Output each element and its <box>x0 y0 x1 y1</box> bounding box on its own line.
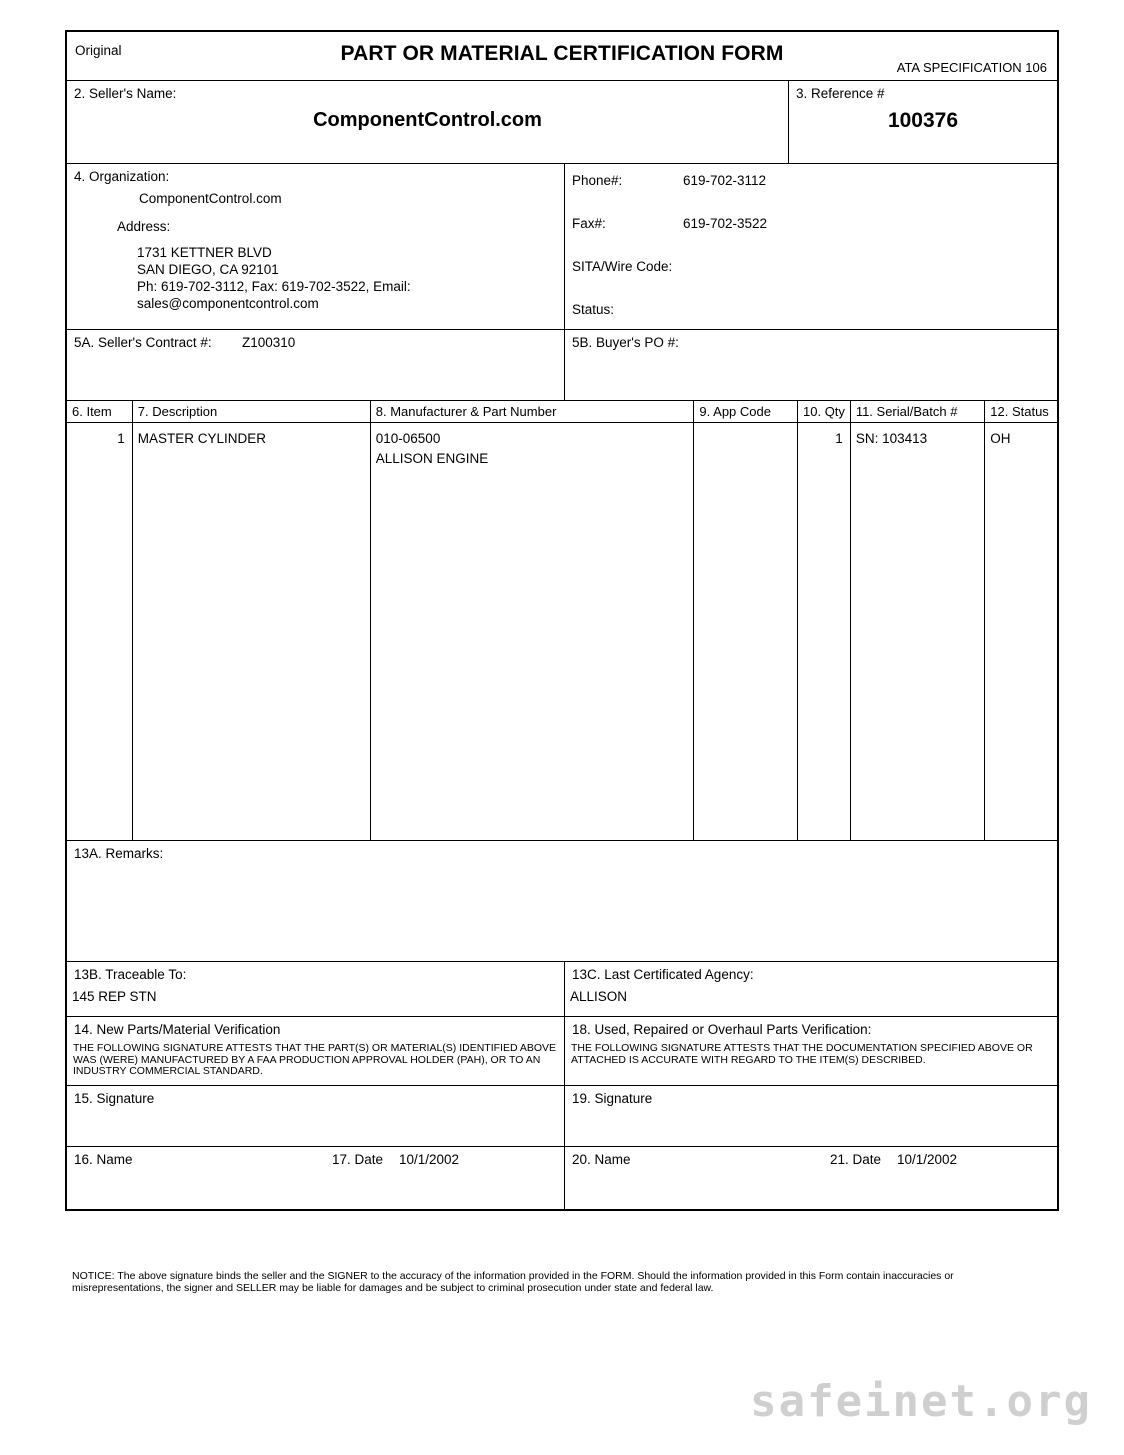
signature-right-label: 19. Signature <box>571 1091 653 1106</box>
traceable-to-value: 145 REP STN <box>72 989 157 1004</box>
address-line-3: Ph: 619-702-3112, Fax: 619-702-3522, Email: <box>137 279 411 294</box>
column-header-manufacturer-part-number: 8. Manufacturer & Part Number <box>371 401 695 422</box>
organization-field <box>67 164 565 329</box>
cell-part-number-line-2: ALLISON ENGINE <box>375 451 489 466</box>
used-parts-verification-label: 18. Used, Repaired or Overhaul Parts Verification: <box>571 1022 872 1037</box>
organization-contact-row <box>67 164 1057 330</box>
cell-status: OH <box>990 431 1011 446</box>
contract-po-row <box>67 330 1057 401</box>
fax-label: Fax#: <box>571 216 606 231</box>
legal-notice-line-2: misrepresentations, the signer and SELLER may be liable for damages and be subject to criminal prosecution under state and federal law. <box>72 1282 714 1294</box>
seller-name-field <box>67 81 789 163</box>
page-title: PART OR MATERIAL CERTIFICATION FORM <box>340 42 784 65</box>
reference-value: 100376 <box>887 109 959 132</box>
sellers-contract-value: Z100310 <box>242 335 296 350</box>
legal-notice <box>72 1270 1022 1294</box>
phone-value: 619-702-3112 <box>682 173 767 188</box>
date-left-label: 17. Date <box>332 1152 384 1167</box>
seller-reference-row <box>67 81 1057 164</box>
remarks-label: 13A. Remarks: <box>74 846 164 861</box>
remarks-field <box>67 841 1057 962</box>
traceable-agency-row <box>67 962 1057 1017</box>
name-left-field[interactable] <box>67 1147 565 1209</box>
used-parts-verification-field <box>565 1017 1057 1085</box>
phone-label: Phone#: <box>571 173 623 188</box>
sita-wire-code-label: SITA/Wire Code: <box>571 259 673 274</box>
name-right-field[interactable] <box>565 1147 1057 1209</box>
new-parts-verification-label: 14. New Parts/Material Verification <box>74 1022 281 1037</box>
traceable-to-label: 13B. Traceable To: <box>74 967 187 982</box>
reference-label: 3. Reference # <box>796 86 885 101</box>
cell-part-number-line-1: 010-06500 <box>375 431 441 446</box>
signature-left-field[interactable] <box>67 1086 565 1146</box>
column-header-serial-batch: 11. Serial/Batch # <box>851 401 985 422</box>
column-header-qty: 10. Qty <box>798 401 851 422</box>
watermark: safeinet.org <box>750 1376 1092 1427</box>
name-date-row <box>67 1147 1057 1209</box>
reference-field <box>789 81 1057 163</box>
date-right-value: 10/1/2002 <box>896 1152 958 1167</box>
new-parts-verification-text: THE FOLLOWING SIGNATURE ATTESTS THAT THE PART(S) OR MATERIAL(S) IDENTIFIED ABOVE WAS (WERE) MANUFACTURED BY A FAA PRODUCTION APPROVAL HOLDER (PAH), OR TO AN INDUSTRY COMMERCIAL STANDARD. <box>73 1042 557 1077</box>
address-value <box>137 244 411 312</box>
address-line-1: 1731 KETTNER BLVD <box>137 245 272 260</box>
cell-qty: 1 <box>798 423 851 840</box>
used-parts-verification-text: THE FOLLOWING SIGNATURE ATTESTS THAT THE DOCUMENTATION SPECIFIED ABOVE OR ATTACHED IS ACCURATE WITH REGARD TO THE ITEM(S) DESCRIBED. <box>570 1042 1033 1066</box>
traceable-to-field <box>67 962 565 1016</box>
buyers-po-field <box>565 330 1057 400</box>
signature-row <box>67 1086 1057 1147</box>
column-header-description: 7. Description <box>133 401 371 422</box>
organization-label: 4. Organization: <box>74 169 170 184</box>
verification-row <box>67 1017 1057 1086</box>
status-label: Status: <box>571 302 615 317</box>
buyers-po-label: 5B. Buyer's PO #: <box>571 335 679 350</box>
column-header-status: 12. Status <box>990 404 1049 419</box>
seller-name-label: 2. Seller's Name: <box>74 86 177 101</box>
date-left-value: 10/1/2002 <box>399 1152 460 1167</box>
column-header-item: 6. Item <box>67 401 133 422</box>
last-certificated-agency-value: ALLISON <box>569 989 628 1004</box>
organization-name-value: ComponentControl.com <box>139 191 282 206</box>
fax-value: 619-702-3522 <box>682 216 768 231</box>
legal-notice-line-1: NOTICE: The above signature binds the seller and the SIGNER to the accuracy of the information provided in the FORM. Should the information provided in this Form contain inaccuracies or <box>72 1270 954 1282</box>
name-right-label: 20. Name <box>571 1152 631 1167</box>
seller-name-value: ComponentControl.com <box>313 109 542 131</box>
signature-right-field[interactable] <box>565 1086 1057 1146</box>
ata-specification-label: ATA SPECIFICATION 106 <box>896 60 1047 75</box>
sellers-contract-label: 5A. Seller's Contract #: <box>74 335 212 350</box>
address-line-2: SAN DIEGO, CA 92101 <box>137 262 279 277</box>
last-certificated-agency-label: 13C. Last Certificated Agency: <box>571 967 754 982</box>
cell-serial-batch: SN: 103413 <box>851 423 985 840</box>
column-header-app-code: 9. App Code <box>694 401 798 422</box>
sellers-contract-field <box>67 330 565 400</box>
cell-manufacturer-part-number <box>371 423 695 840</box>
original-label: Original <box>75 43 122 58</box>
items-table-body <box>67 423 1057 841</box>
address-line-4: sales@componentcontrol.com <box>137 296 319 311</box>
signature-left-label: 15. Signature <box>74 1091 155 1106</box>
form-header <box>67 32 1057 81</box>
cell-app-code <box>694 423 798 840</box>
address-label: Address: <box>117 219 171 234</box>
certification-form <box>65 30 1059 1211</box>
last-certificated-agency-field <box>565 962 1057 1016</box>
date-right-label: 21. Date <box>829 1152 882 1167</box>
name-left-label: 16. Name <box>74 1152 133 1167</box>
items-table-header <box>67 401 1057 423</box>
new-parts-verification-field <box>67 1017 565 1085</box>
cell-description: MASTER CYLINDER <box>133 423 371 840</box>
contact-field <box>565 164 1057 329</box>
cell-item-number: 1 <box>67 423 133 840</box>
